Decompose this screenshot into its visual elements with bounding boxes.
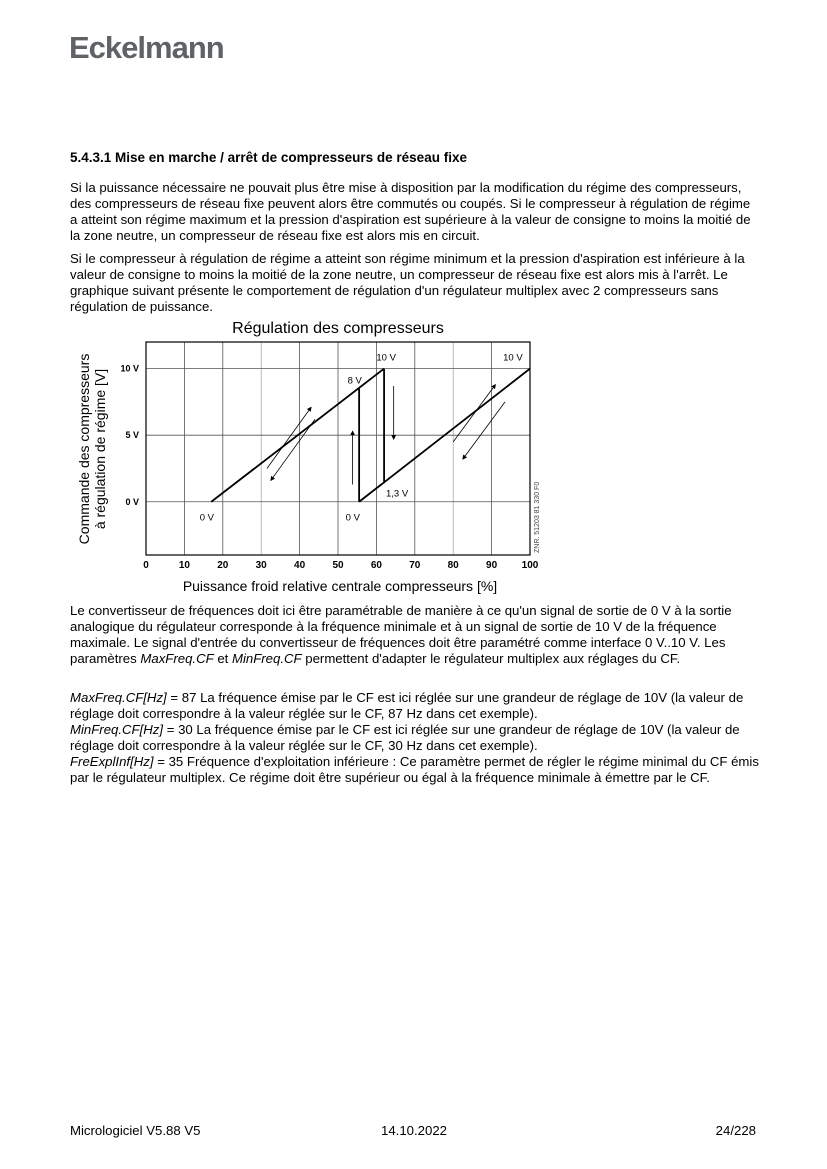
y-tick-label: 5 V [125,430,139,441]
parameter-list [70,690,760,786]
paragraph-1: Si la puissance nécessaire ne pouvait plus être mise à disposition par la modification du régime des compresseurs, des compresseurs de réseau fixe peuvent alors être commutés ou coupés. Si le compresseur à régulation de régime a atteint son régime maximum et la pression d'aspiration est supérieure à la valeur de consigne to moins la moitié de la zone neutre, un compresseur de réseau fixe est alors mis en circuit. [70,180,751,243]
param-name: FreExplInf[Hz] [70,754,154,769]
param-item [70,690,760,722]
param-item [70,754,760,786]
param-name: MinFreq.CF[Hz] [70,722,164,737]
drawing-code: ZNR. 51203 81 330 F0 [534,481,541,553]
annotation-label: 8 V [347,375,362,387]
param-desc: = 87 La fréquence émise par le CF est ici réglée sur une grandeur de réglage de 10V (la valeur de réglage doit correspondre à la valeur réglée sur le CF, 87 Hz dans cet exemple). [70,690,744,721]
direction-arrow [463,402,505,459]
section-heading: 5.4.3.1 Mise en marche / arrêt de compresseurs de réseau fixe [70,150,467,165]
x-axis-label: Puissance froid relative centrale compresseurs [%] [182,578,498,594]
footer-page-number: 24/228 [715,1123,756,1138]
footer-version: Micrologiciel V5.88 V5 [70,1123,201,1138]
y-tick-label: 10 V [120,363,139,374]
paragraph-2: Si le compresseur à régulation de régime a atteint son régime minimum et la pression d'aspiration est inférieure à la valeur de consigne to moins la moitié de la zone neutre, un compresseur de réseau fixe est alors mis à l'arrêt. Le graphique suivant présente le comportement de régulation d'un régulateur multiplex avec 2 compresseurs sans régulation de puissance. [70,251,745,314]
chart-title: Régulation des compresseurs [232,320,444,337]
p3-end: permettent d'adapter le régulateur multiplex aux réglages du CF. [301,651,681,666]
x-tick-label: 70 [409,560,421,571]
param-minfreq: MinFreq.CF [231,651,302,666]
y-tick-label: 0 V [125,496,139,507]
x-tick-label: 0 [143,560,149,571]
x-tick-label: 20 [217,560,229,571]
x-tick-label: 10 [178,560,190,571]
x-tick-label: 50 [332,560,344,571]
annotation-label: 0 V [345,512,360,524]
y-axis-label-line2: à régulation de régime [V] [92,368,108,530]
regulation-chart [0,315,827,605]
x-tick-label: 30 [255,560,267,571]
param-item [70,722,760,754]
p3-text: Le convertisseur de fréquences doit ici être paramétrable de manière à ce qu'un signal de sortie de 0 V à la sortie analogique du régulateur corresponde à la fréquence minimale et à un signal de sortie de 10 V de la fréquence maximale. Le signal d'entrée du convertisseur de fréquences doit être paramétré comme interface 0 V..10 V. Les paramètres [70,603,732,666]
y-axis-label-line1: Commande des compresseurs [76,353,92,545]
eckelmann-logo: Eckelmann [69,30,224,65]
p3-and: et [213,651,232,666]
x-tick-label: 80 [447,560,459,571]
param-name: MaxFreq.CF[Hz] [70,690,167,705]
direction-arrow [267,407,311,468]
param-maxfreq: MaxFreq.CF [140,651,214,666]
direction-arrow [453,385,495,442]
x-tick-label: 90 [486,560,498,571]
annotation-label: 10 V [503,352,523,364]
x-tick-label: 60 [370,560,382,571]
param-desc: = 35 Fréquence d'exploitation inférieure : Ce paramètre permet de régler le régime minimal du CF émis par le régulateur multiplex. Ce régime doit être supérieur ou égal à la fréquence minimale à émettre par le CF. [70,754,759,785]
paragraph-3 [70,603,760,667]
annotation-label: 0 V [199,512,215,524]
annotation-label: 1,3 V [386,488,409,500]
annotation-label: 10 V [376,352,396,364]
x-tick-label: 100 [521,560,539,571]
x-tick-label: 40 [294,560,306,571]
param-desc: = 30 La fréquence émise par le CF est ici réglée sur une grandeur de réglage de 10V (la valeur de réglage doit correspondre à la valeur réglée sur le CF, 30 Hz dans cet exemple). [70,722,740,753]
footer-date: 14.10.2022 [381,1123,448,1138]
